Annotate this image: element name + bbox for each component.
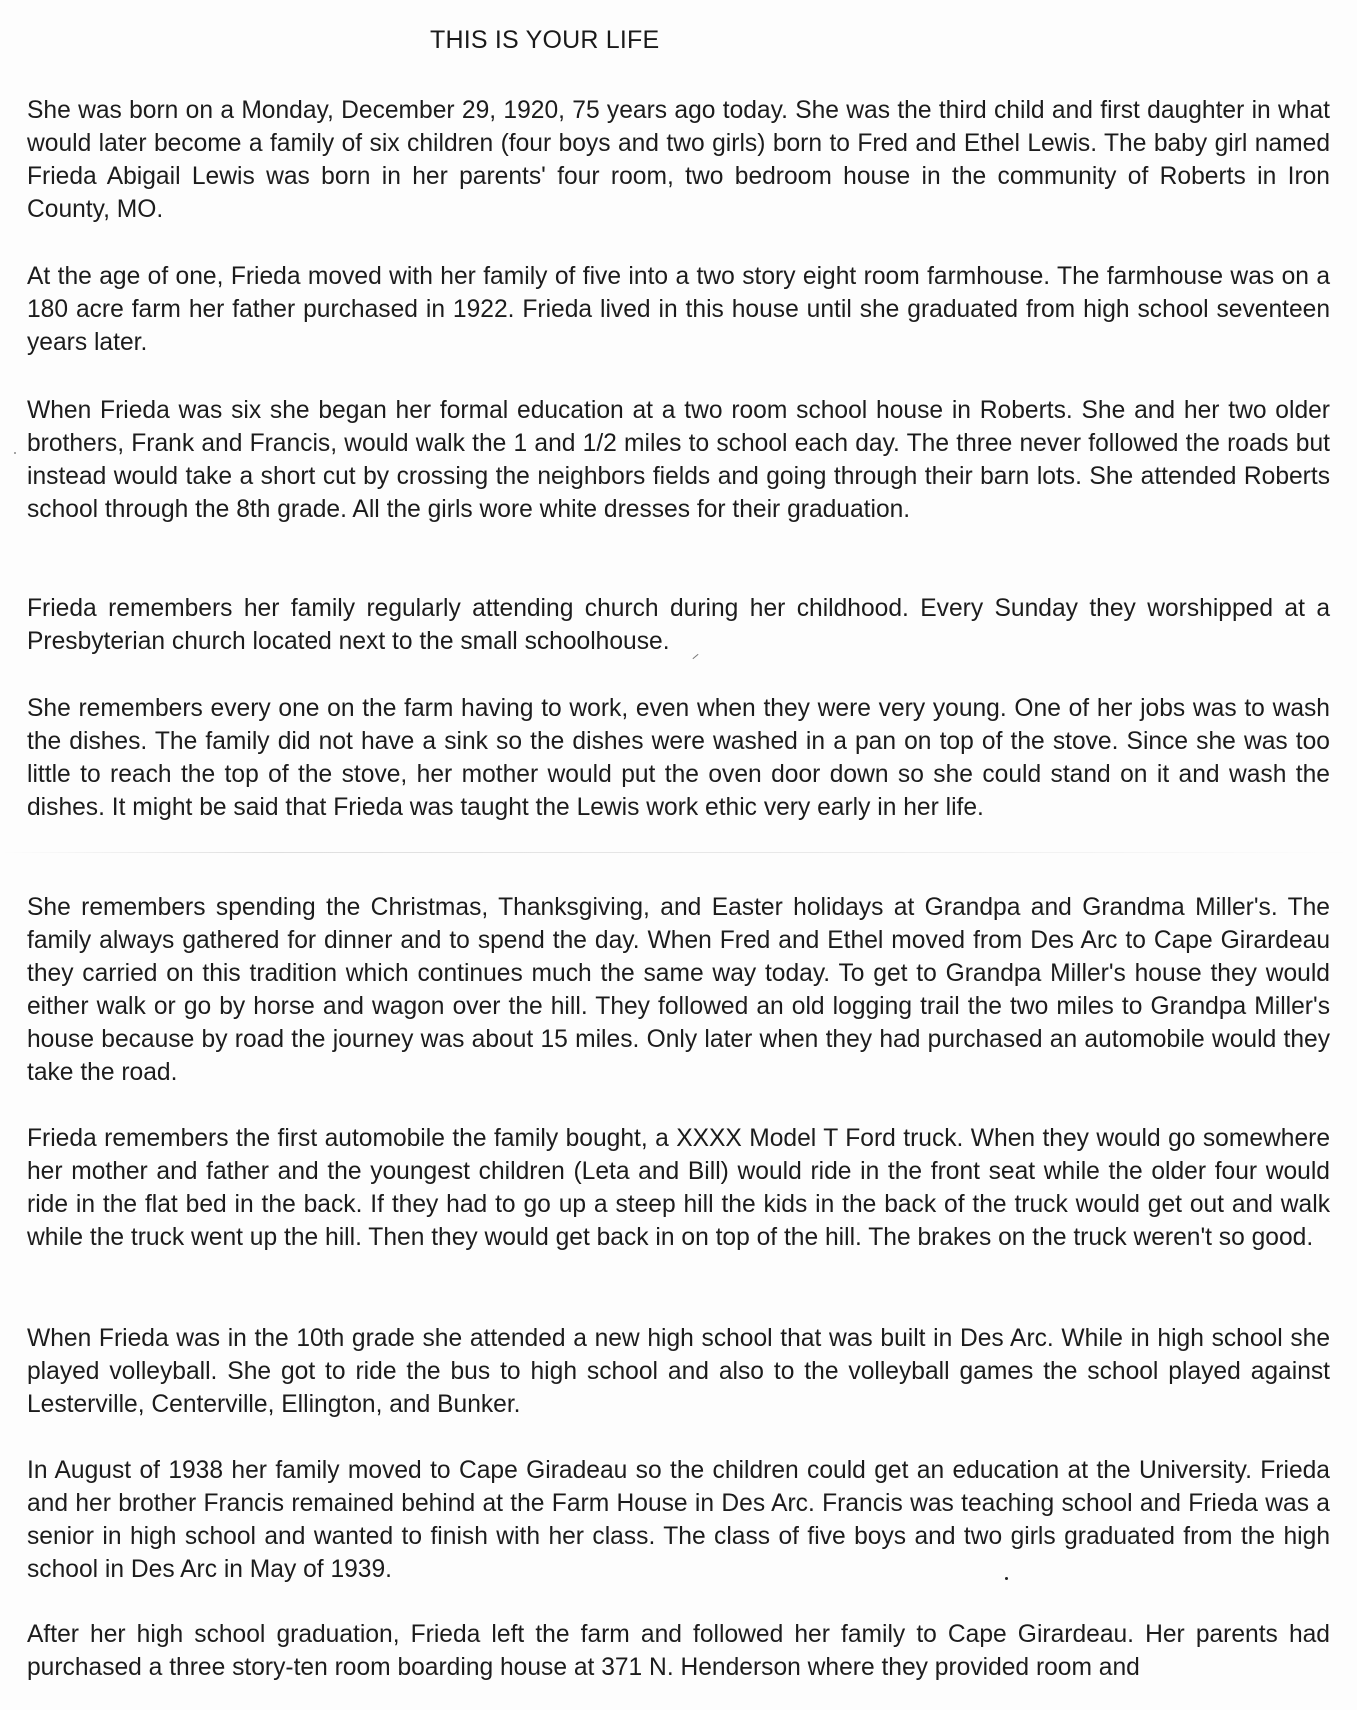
paragraph-farmhouse: At the age of one, Frieda moved with her family of five into a two story eight room farmhouse. The farmhouse was on a 180 acre farm her father purchased in 1922. Frieda lived in this house until she graduated from high school seventeen years later. — [27, 263, 1330, 356]
paragraph-church: Frieda remembers her family regularly attending church during her childhood. Every Sunday they worshipped at a Presbyterian church located next to the small schoolhouse. — [27, 595, 1330, 655]
paragraph-family-move: In August of 1938 her family moved to Cape Giradeau so the children could get an education at the University. Frieda and her brother Francis remained behind at the Farm House in Des Arc. Francis was teaching school and Frieda was a senior in high school and wanted to finish with her class. The class of five boys and two girls graduated from the high school in Des Arc in May of 1939. — [27, 1457, 1330, 1583]
paragraph-chores: She remembers every one on the farm having to work, even when they were very young. One of her jobs was to wash the dishes. The family did not have a sink so the dishes were washed in a pan on top of the stove. Since she was too little to reach the top of the stove, her mother would put the oven door down so she could stand on it and wash the dishes. It might be said that Frieda was taught the Lewis work ethic very early in her life. — [27, 695, 1330, 821]
paragraph-holidays: She remembers spending the Christmas, Thanksgiving, and Easter holidays at Grandpa and Grandma Miller's. The family always gathered for dinner and to spend the day. When Fred and Ethel moved from Des Arc to Cape Girardeau they carried on this tradition which continues much the same way today. To get to Grandpa Miller's house they would either walk or go by horse and wagon over the hill. They followed an old logging trail the two miles to Grandpa Miller's house because by road the journey was about 15 miles. Only later when they had purchased an automobile would they take the road. — [27, 894, 1330, 1086]
scan-speck — [14, 452, 16, 454]
scan-speck — [1005, 1577, 1008, 1580]
paragraph-school: When Frieda was six she began her formal education at a two room school house in Roberts. She and her two older brothers, Frank and Francis, would walk the 1 and 1/2 miles to school each day. The three never followed the roads but instead would take a short cut by crossing the neighbors fields and going through their barn lots. She attended Roberts school through the 8th grade. All the girls wore white dresses for their graduation. — [27, 397, 1330, 523]
scan-fold-line — [0, 852, 1357, 853]
paragraph-graduation: After her high school graduation, Frieda left the farm and followed her family to Cape Girardeau. Her parents had purchased a three story-ten room boarding house at 371 N. Henderson where they provided room and — [27, 1621, 1330, 1681]
paragraph-birth: She was born on a Monday, December 29, 1920, 75 years ago today. She was the third child and first daughter in what would later become a family of six children (four boys and two girls) born to Fred and Ethel Lewis. The baby girl named Frieda Abigail Lewis was born in her parents' four room, two bedroom house in the community of Roberts in Iron County, MO. — [27, 97, 1330, 223]
paragraph-high-school: When Frieda was in the 10th grade she attended a new high school that was built in Des Arc. While in high school she played volleyball. She got to ride the bus to high school and also to the volleyball games the school played against Lesterville, Centerville, Ellington, and Bunker. — [27, 1325, 1330, 1418]
document-title: THIS IS YOUR LIFE — [430, 26, 660, 54]
paragraph-automobile: Frieda remembers the first automobile the family bought, a XXXX Model T Ford truck. When they would go somewhere her mother and father and the youngest children (Leta and Bill) would ride in the front seat while the older four would ride in the flat bed in the back. If they had to go up a steep hill the kids in the back of the truck would get out and walk while the truck went up the hill. Then they would get back in on top of the hill. The brakes on the truck weren't so good. — [27, 1125, 1330, 1251]
